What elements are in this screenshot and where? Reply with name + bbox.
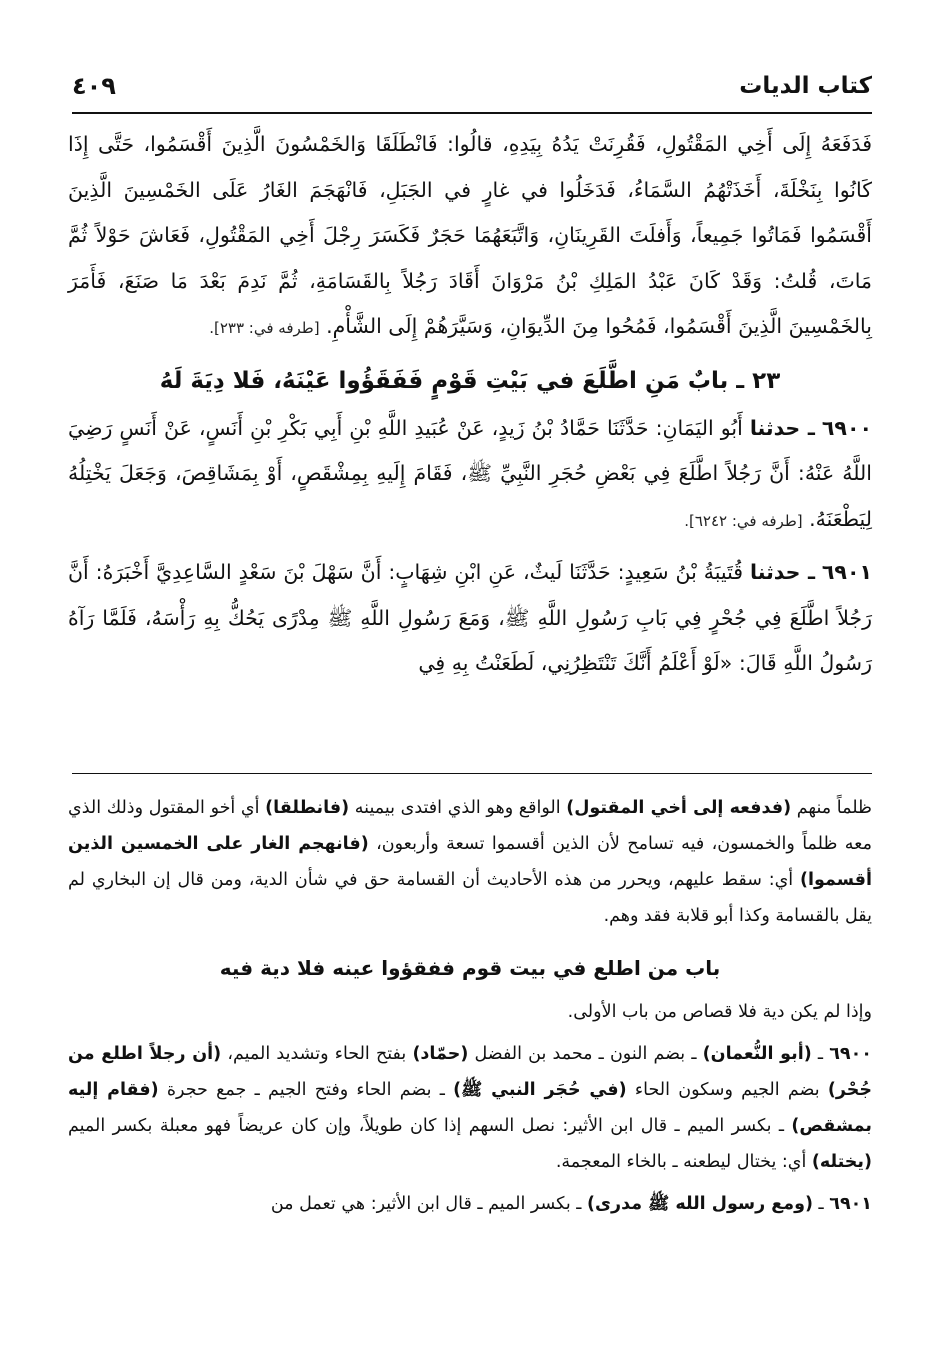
commentary-text: ـ بكسر الميم ـ قال ابن الأثير: هي تعمل من <box>270 1194 582 1214</box>
commentary-paragraph: وإذا لم يكن دية فلا قصاص من باب الأولى. <box>567 1002 872 1022</box>
commentary-paragraph <box>68 790 872 934</box>
hadith-lead: ـ حدثنا <box>750 560 815 584</box>
book-title: كتاب الديات <box>739 73 872 99</box>
hadith-6900 <box>68 406 872 545</box>
main-text <box>68 122 872 687</box>
hadith-text: أَبُو اليَمَانِ: حَدَّثَنَا حَمَّادُ بْنُ زَيدٍ، عَنْ عُبَيدِ اللَّهِ بْنِ أَبِي بَكْرِ بْنِ أَنَسٍ، عَنْ أَنَسٍ رَضِيَ اللَّهُ عَنْهُ: أَنَّ رَجُلاً اطَّلَعَ فِي بَعْضِ حُجَرِ النَّبِيِّ ﷺ، فَقَامَ إِلَيهِ بِمِشْقَصٍ، أَوْ بِمَشَاقِصَ، وَجَعَلَ يَخْتِلُهُ لِيَطْعَنَهُ. <box>68 415 872 531</box>
page-header <box>72 66 872 106</box>
hadith-number: ٦٩٠٠ <box>821 415 872 440</box>
commentary-text: أي: سقط عليهم، ويحرر من هذه الأحاديث أن القسامة حق في شأن الدية، ومن قال إن البخاري لم يقل بالقسامة وكذا أبو قلابة فقد وهم. <box>68 870 872 926</box>
commentary-quote: (أن رجلاً اطلع من جُحْر) <box>68 1044 872 1100</box>
cross-reference: [طرفه في: ٢٣٣]. <box>209 319 320 337</box>
commentary-quote: (ومع رسول الله ﷺ مدرى) <box>586 1194 813 1214</box>
commentary-heading: باب من اطلع في بيت قوم ففقؤوا عينه فلا دية فيه <box>219 956 721 980</box>
commentary-paragraph <box>68 1036 872 1180</box>
chapter-heading: ٢٣ ـ بابٌ مَنِ اطَّلَعَ في بَيْتِ قَوْمٍ فَفَقَؤُوا عَيْنَهُ، فَلا دِيَةَ لَهُ <box>159 367 781 394</box>
commentary-text: ظلماً منهم <box>796 798 872 818</box>
hadith-text: قُتَيبَةُ بْنُ سَعِيدٍ: حَدَّثَنَا لَيثٌ، عَنِ ابْنِ شِهَابٍ: أَنَّ سَهْلَ بْنَ سَعْدٍ السَّاعِدِيَّ أَخْبَرَهُ: أَنَّ رَجُلاً اطَّلَعَ فِي جُحْرٍ فِي بَابِ رَسُولِ اللَّهِ ﷺ، وَمَعَ رَسُولِ اللَّهِ ﷺ مِدْرًى يَحُكُّ بِهِ رَأْسَهُ، فَلَمَّا رَآهُ رَسُولُ اللَّهِ قَالَ: «لَوْ أَعْلَمُ أَنَّكَ تَنْتَظِرُنِي، لَطَعَنْتُ بِهِ فِي <box>68 560 872 675</box>
commentary-text: ـ <box>817 1044 824 1064</box>
commentary-text: ـ بكسر الميم ـ قال ابن الأثير: نصل السهم إذا كان طويلاً، وإن كان عريضاً فهو معبلة بكسر الميم <box>68 1116 784 1136</box>
commentary-divider <box>72 773 872 774</box>
commentary-quote: (في حُجَر النبي ﷺ) <box>453 1080 627 1100</box>
hadith-lead: ـ حدثنا <box>749 415 815 440</box>
narration-continuation <box>68 122 872 352</box>
commentary-text: ـ بضم النون ـ محمد بن الفضل <box>474 1044 697 1064</box>
commentary-quote: (فدفعه إلى أخي المقتول) <box>566 798 792 818</box>
hadith-6901 <box>68 550 872 687</box>
commentary-section <box>68 790 872 1222</box>
commentary-text: ـ بضم الحاء وفتح الجيم ـ جمع حجرة <box>166 1080 445 1100</box>
commentary-text: بضم الجيم وسكون الحاء <box>634 1080 820 1100</box>
commentary-paragraph <box>68 1186 872 1222</box>
cross-reference: [طرفه في: ٦٢٤٢]. <box>684 511 803 530</box>
commentary-text: بفتح الحاء وتشديد الميم، <box>227 1044 407 1064</box>
commentary-quote: (فانطلقا) <box>265 798 350 818</box>
hadith-number: ٦٩٠٠ <box>829 1044 872 1064</box>
commentary-quote: (حمّاد) <box>412 1044 469 1064</box>
commentary-quote: (أبو النُّعمان) <box>702 1044 812 1064</box>
commentary-text: الواقع وهو الذي افتدى بيمينه <box>354 798 561 818</box>
commentary-text: ـ <box>818 1194 824 1214</box>
commentary-text: أي: يختال ليطعنه ـ بالخاء المعجمة. <box>555 1152 807 1172</box>
header-divider <box>72 112 872 114</box>
commentary-quote: (يختله) <box>811 1152 872 1172</box>
commentary-quote: (فانهجم الغار على الخمسين الذين أقسموا) <box>68 834 872 890</box>
commentary-text: أي أخو المقتول وذلك الذي معه ظلماً والخمسون، فيه تسامح لأن الذين أقسموا تسعة وأربعون، <box>68 798 872 854</box>
hadith-number: ٦٩٠١ <box>821 560 872 584</box>
commentary-quote: (فقام إليه بمشقص) <box>68 1080 872 1136</box>
page-number: ٤٠٩ <box>72 72 116 100</box>
narration-text: فَدَفَعَهُ إِلَى أَخِي المَقْتُولِ، فَقُرِنَتْ يَدُهُ بِيَدِهِ، قالُوا: فَانْطَلَقَا وَالخَمْسُونَ الَّذِينَ أَقْسَمُوا، حَتَّى إِذَا كَانُوا بِنَخْلَةَ، أَخَذَتْهُمُ السَّمَاءُ، فَدَخَلُوا في غارٍ في الجَبَلِ، فَانْهَجَمَ الغَارُ عَلَى الخَمْسِينَ الَّذِينَ أَقْسَمُوا فَمَاتُوا جَمِيعاً، وَأَفلَتَ القَرِينَانِ، وَاتَّبَعَهُمَا حَجَرٌ فَكَسَرَ رِجْلَ أَخِي المَقْتُولِ، فَعَاشَ حَوْلاً ثُمَّ مَاتَ، قُلتُ: وَقَدْ كَانَ عَبْدُ المَلِكِ بْنُ مَرْوَانَ أَقَادَ رَجُلاً بِالقَسَامَةِ، ثُمَّ نَدِمَ بَعْدَ مَا صَنَعَ، فَأَمَرَ بِالخَمْسِينَ الَّذِينَ أَقْسَمُوا، فَمُحُوا مِنَ الدِّيوَانِ، وَسَيَّرَهُمْ إِلَى الشَّأْمِ. <box>68 132 872 338</box>
hadith-number: ٦٩٠١ <box>829 1194 872 1214</box>
